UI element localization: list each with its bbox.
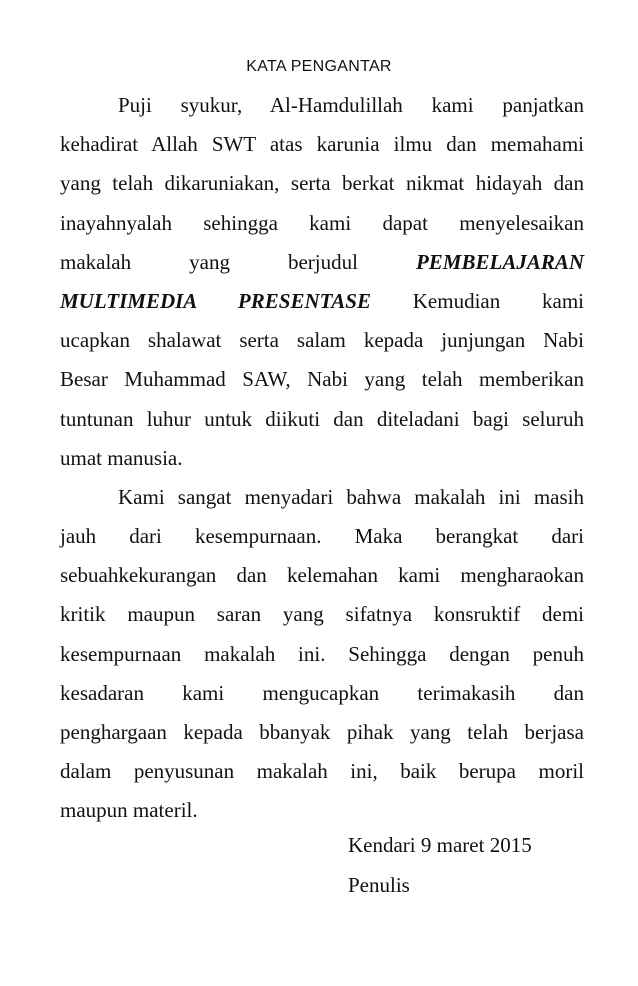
paragraph-1-line-9: tuntunan luhur untuk diikuti dan diteladani bagi seluruh <box>60 406 584 431</box>
paragraph-1-line-1: Puji syukur, Al-Hamdulillah kami panjatkan <box>118 93 584 117</box>
paragraph-2-line-1: Kami sangat menyadari bahwa makalah ini masih <box>118 484 584 509</box>
body-text <box>60 86 584 831</box>
paragraph-2-line-9: maupun materil. <box>60 798 198 823</box>
paragraph-2-line-2: jauh dari kesempurnaan. Maka berangkat dari <box>60 524 584 549</box>
paragraph-2-line-4: kritik maupun saran yang sifatnya konsruktif demi <box>60 602 584 627</box>
paragraph-2-line-5: kesempurnaan makalah ini. Sehingga dengan penuh <box>60 641 584 666</box>
paragraph-1-line-2: kehadirat Allah SWT atas karunia ilmu dan memahami <box>60 132 584 157</box>
paragraph-2-line-6: kesadaran kami mengucapkan terimakasih dan <box>60 680 584 705</box>
paragraph-1-line-6 <box>60 282 584 321</box>
signature-place-date: Kendari 9 maret 2015 <box>348 833 532 857</box>
paragraph-1-line-4: inayahnyalah sehingga kami dapat menyelesaikan <box>60 210 584 235</box>
paragraph-2-line-3: sebuahkekurangan dan kelemahan kami mengharaokan <box>60 563 584 588</box>
signature-role: Penulis <box>348 873 410 897</box>
paragraph-1-line-10: umat manusia. <box>60 445 183 470</box>
paragraph-1-line-3: yang telah dikaruniakan, serta berkat nikmat hidayah dan <box>60 171 584 196</box>
paper-title-part-2: MULTIMEDIA PRESENTASE <box>60 288 371 313</box>
paper-title-part-1: PEMBELAJARAN <box>415 249 585 274</box>
paragraph-1-line-7: ucapkan shalawat serta salam kepada junjungan Nabi <box>60 328 584 353</box>
paragraph-1-line-8: Besar Muhammad SAW, Nabi yang telah memberikan <box>60 367 584 392</box>
paragraph-1-line-6-text: Kemudian kami <box>412 288 585 313</box>
paragraph-1-line-5 <box>60 243 584 282</box>
paragraph-2-line-7: penghargaan kepada bbanyak pihak yang telah berjasa <box>60 720 584 744</box>
page-title: KATA PENGANTAR <box>246 58 392 75</box>
paragraph-2-line-8: dalam penyusunan makalah ini, baik berupa moril <box>60 759 584 784</box>
paragraph-1-line-5-text: makalah yang berjudul <box>60 249 358 274</box>
